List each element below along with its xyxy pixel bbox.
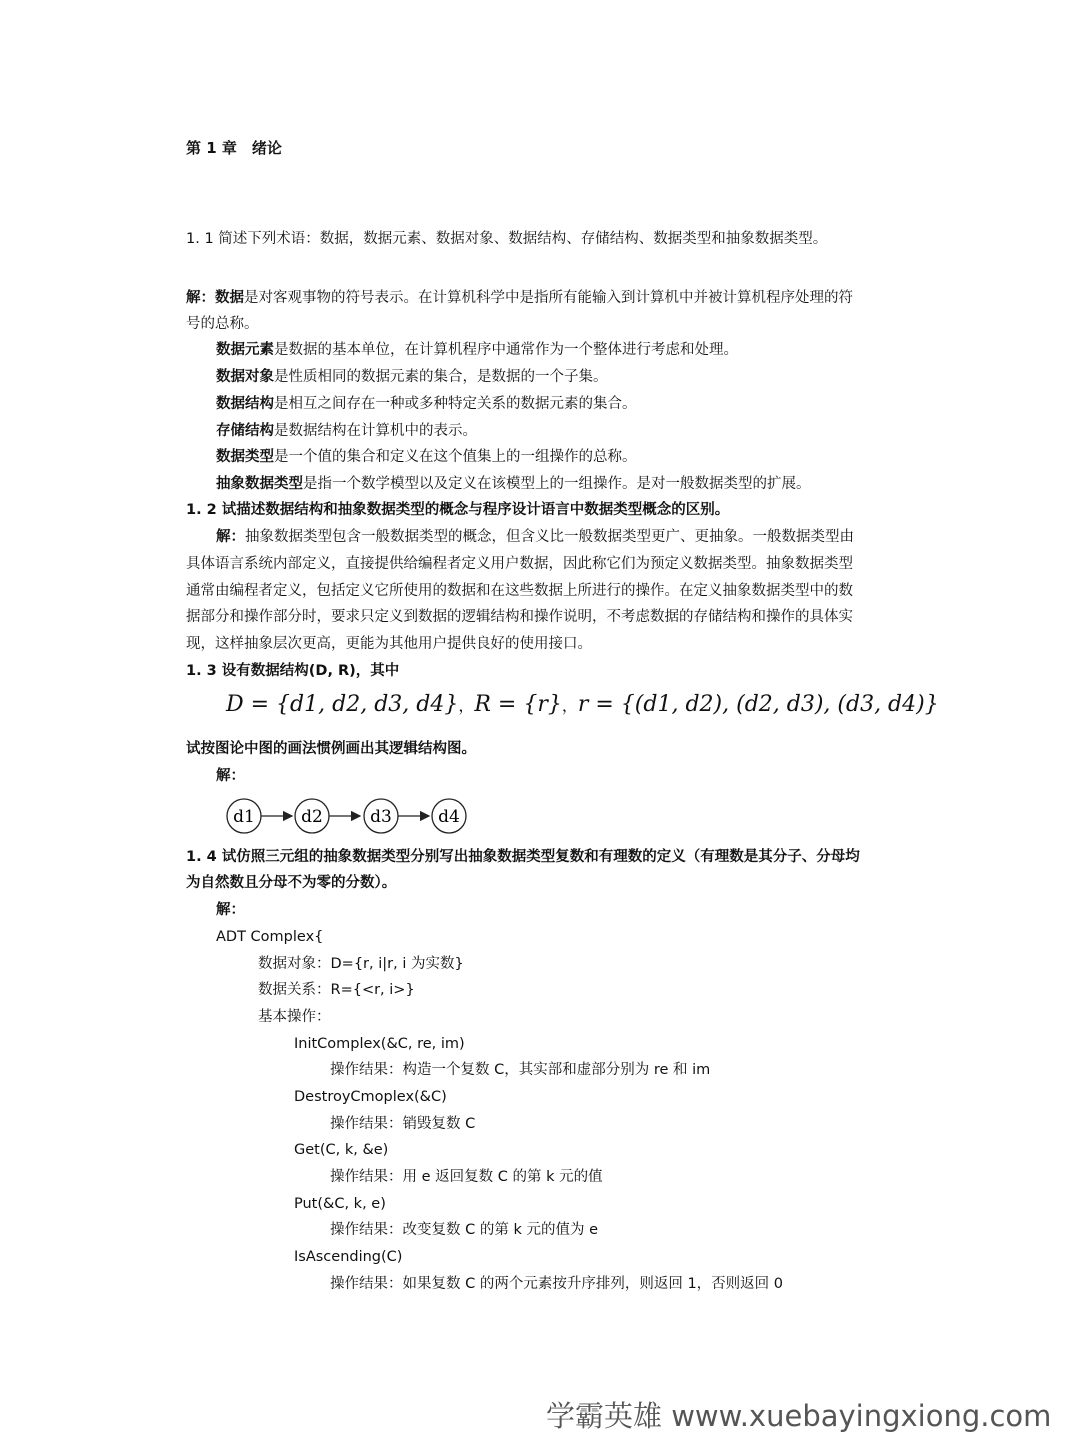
node-d3 <box>364 799 398 833</box>
definition-item <box>216 447 637 467</box>
definition-text: 是数据的基本单位，在计算机程序中通常作为一个整体进行考虑和处理。 <box>274 342 738 358</box>
answer-prefix: 解： <box>186 290 215 306</box>
definition-text: 是一个值的集合和定义在这个值集上的一组操作的总称。 <box>274 449 637 465</box>
answer-1-2-line2: 具体语言系统内部定义，直接提供给编程者定义用户数据，因此称它们为预定义数据类型。抽象数据类型 <box>186 556 853 572</box>
formula-r: R = {r} <box>474 692 562 717</box>
formula-d: D = {d1, d2, d3, d4} <box>226 692 459 717</box>
code-line: ADT Complex{ <box>216 929 324 945</box>
code-line: Put(&C, k, e) <box>294 1196 386 1212</box>
answer-prefix: 解： <box>216 902 245 918</box>
code-line: 操作结果：构造一个复数 C，其实部和虚部分别为 re 和 im <box>330 1062 711 1078</box>
definition-term: 数据结构 <box>216 396 274 412</box>
question-1-4-line1: 1. 4 试仿照三元组的抽象数据类型分别写出抽象数据类型复数和有理数的定义（有理数是其分子、分母均 <box>186 849 860 865</box>
code-line: 操作结果：销毁复数 C <box>330 1116 476 1132</box>
definition-term: 抽象数据类型 <box>216 476 303 492</box>
node-label: d3 <box>370 807 392 827</box>
node-d2 <box>295 799 329 833</box>
question-1-4-line2: 为自然数且分母不为零的分数）。 <box>186 875 397 891</box>
definition-text: 是数据结构在计算机中的表示。 <box>274 423 477 439</box>
code-line: IsAscending(C) <box>294 1249 403 1265</box>
answer-1-2-line1 <box>216 527 854 547</box>
node-label: d1 <box>233 807 255 827</box>
node-d1 <box>227 799 261 833</box>
code-line: 操作结果：如果复数 C 的两个元素按升序排列，则返回 1，否则返回 0 <box>330 1276 784 1292</box>
code-line: 操作结果：用 e 返回复数 C 的第 k 元的值 <box>330 1169 603 1185</box>
definition-item <box>216 474 811 494</box>
code-line: InitComplex(&C, re, im) <box>294 1036 465 1052</box>
answer-text: 是对客观事物的符号表示。在计算机科学中是指所有能输入到计算机中并被计算机程序处理的符 <box>244 290 853 306</box>
code-line: DestroyCmoplex(&C) <box>294 1089 447 1105</box>
definition-text: 是指一个数学模型以及定义在该模型上的一组操作。是对一般数据类型的扩展。 <box>303 476 811 492</box>
definition-term: 数据对象 <box>216 369 274 385</box>
question-1-1: 1. 1 简述下列术语：数据，数据元素、数据对象、数据结构、存储结构、数据类型和抽象数据类型。 <box>186 231 828 247</box>
node-d4 <box>432 799 466 833</box>
answer-1-1-line1 <box>186 288 853 308</box>
formula-relation: r = {(d1, d2), (d2, d3), (d3, d4)} <box>577 692 939 717</box>
definition-text: 是性质相同的数据元素的集合，是数据的一个子集。 <box>274 369 608 385</box>
formula-separator: ， <box>561 696 578 715</box>
answer-prefix: 解： <box>216 529 245 545</box>
chapter-title: 第 1 章 绪论 <box>186 139 282 157</box>
node-label: d2 <box>301 807 323 827</box>
formula <box>226 692 939 717</box>
answer-1-2-line3: 通常由编程者定义，包括定义它所使用的数据和在这些数据上所进行的操作。在定义抽象数据类型中的数 <box>186 583 853 599</box>
code-line: 基本操作： <box>258 1009 331 1025</box>
term-data: 数据 <box>215 290 244 306</box>
answer-prefix: 解： <box>216 768 245 784</box>
formula-separator: ， <box>458 696 475 715</box>
definition-text: 是相互之间存在一种或多种特定关系的数据元素的集合。 <box>274 396 637 412</box>
watermark: 学霸英雄 www.xuebayingxiong.com <box>546 1399 1052 1433</box>
question-1-2: 1. 2 试描述数据结构和抽象数据类型的概念与程序设计语言中数据类型概念的区别。 <box>186 502 730 518</box>
answer-text: 抽象数据类型包含一般数据类型的概念，但含义比一般数据类型更广、更抽象。一般数据类型由 <box>245 529 854 545</box>
code-line: 操作结果：改变复数 C 的第 k 元的值为 e <box>330 1222 598 1238</box>
code-line: 数据关系：R={<r, i>} <box>258 982 415 998</box>
code-line: Get(C, k, &e) <box>294 1142 389 1158</box>
definition-term: 数据元素 <box>216 342 274 358</box>
answer-1-2-line5: 现，这样抽象层次更高，更能为其他用户提供良好的使用接口。 <box>186 636 592 652</box>
logical-structure-diagram <box>224 796 474 836</box>
definition-item <box>216 367 608 387</box>
answer-1-1-line2: 号的总称。 <box>186 316 259 332</box>
definition-item <box>216 340 738 360</box>
question-1-3: 1. 3 设有数据结构(D, R)，其中 <box>186 663 400 679</box>
definition-term: 数据类型 <box>216 449 274 465</box>
instruction-1-3: 试按图论中图的画法惯例画出其逻辑结构图。 <box>186 741 476 757</box>
definition-term: 存储结构 <box>216 423 274 439</box>
node-label: d4 <box>438 807 460 827</box>
definition-item <box>216 421 477 441</box>
answer-1-2-line4: 据部分和操作部分时，要求只定义到数据的逻辑结构和操作说明，不考虑数据的存储结构和操作的具体实 <box>186 609 853 625</box>
definition-item <box>216 394 637 414</box>
code-line: 数据对象：D={r, i|r, i 为实数} <box>258 956 464 972</box>
